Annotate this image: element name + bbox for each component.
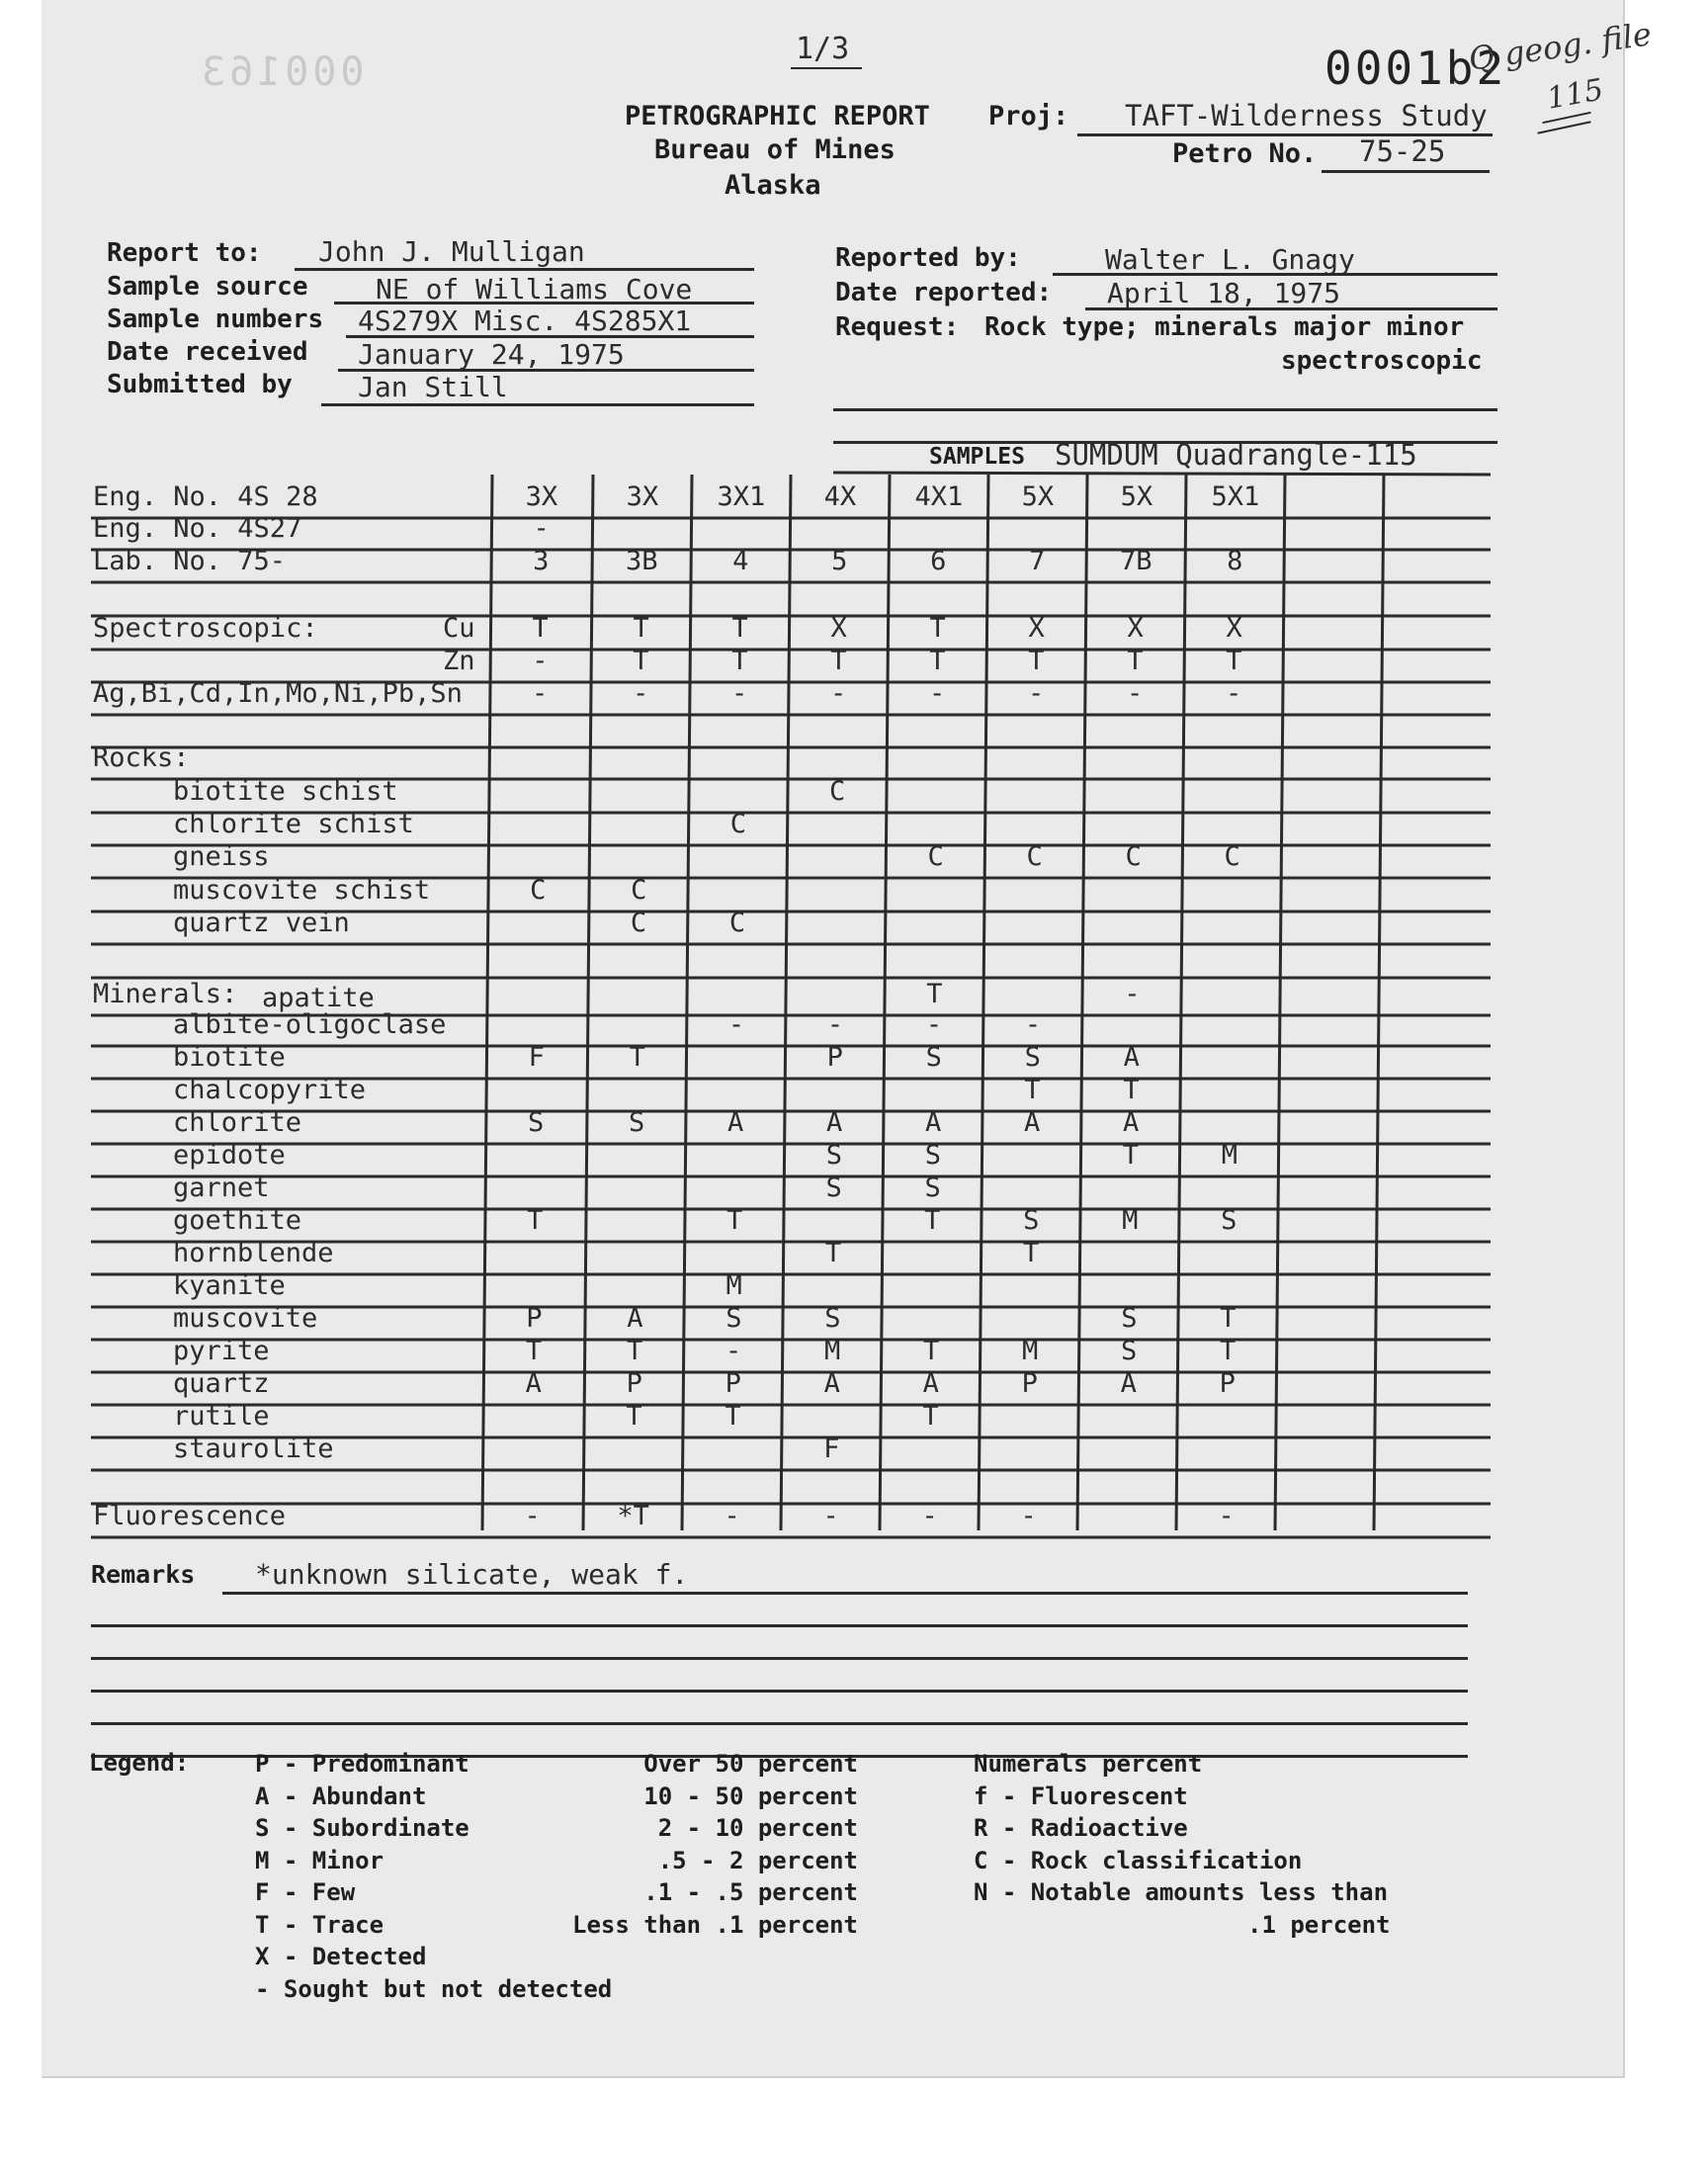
row-label-27: quartz <box>173 1368 270 1399</box>
cell-r22-c6: M <box>1122 1205 1139 1236</box>
cell-r27-c4: A <box>922 1368 939 1399</box>
cell-r26-c1: T <box>626 1336 643 1366</box>
cell-r11-c6: C <box>1125 841 1142 872</box>
cell-r5-c4: T <box>929 646 946 676</box>
legend-code-7: - Sought but not detected <box>255 1974 613 2003</box>
row-label-25: muscovite <box>173 1303 318 1334</box>
legend-note-2: R - Radioactive <box>974 1814 1188 1842</box>
cell-r2-c4: 6 <box>930 546 947 576</box>
legend-range-5: Less than .1 percent <box>572 1910 858 1939</box>
remarks-line-5 <box>91 1722 1468 1725</box>
cell-r10-c2: C <box>729 809 747 839</box>
cell-r25-c3: S <box>824 1303 841 1334</box>
row-inline-15: apatite <box>262 983 375 1013</box>
remarks-line-1 <box>222 1592 1468 1595</box>
cell-r12-c0: C <box>530 875 547 906</box>
document-number: 0001b2 <box>1324 42 1507 95</box>
cell-r19-c4: A <box>925 1107 942 1138</box>
cell-r2-c2: 4 <box>732 546 749 576</box>
legend-range-4: .1 - .5 percent <box>643 1878 858 1906</box>
cell-r2-c0: 3 <box>533 546 550 576</box>
row-label-19: chlorite <box>173 1107 302 1138</box>
sample-source-label: Sample source <box>107 272 308 302</box>
row-label-21: garnet <box>173 1173 270 1203</box>
cell-r0-c3: 4X <box>823 481 857 512</box>
remarks-line-3 <box>91 1657 1468 1660</box>
cell-r6-c2: - <box>730 678 748 709</box>
cell-r5-c2: T <box>731 646 748 676</box>
cell-r4-c0: T <box>532 613 549 644</box>
cell-r0-c1: 3X <box>626 481 659 512</box>
cell-r26-c4: T <box>922 1336 940 1366</box>
cell-r31-c4: - <box>921 1501 938 1531</box>
cell-r24-c2: M <box>726 1270 742 1301</box>
cell-r17-c1: T <box>629 1042 645 1073</box>
cell-r23-c5: T <box>1022 1238 1040 1268</box>
cell-r22-c2: T <box>726 1205 743 1236</box>
cell-r17-c5: S <box>1024 1042 1041 1073</box>
legend-note-0: Numerals percent <box>974 1750 1203 1778</box>
row-label-2: Lab. No. 75- <box>93 546 287 576</box>
row-label-29: staurolite <box>173 1434 334 1464</box>
quadrangle-value: SUMDUM Quadrangle-115 <box>1055 438 1417 472</box>
legend-code-5: T - Trace <box>255 1910 384 1939</box>
cell-r0-c7: 5X1 <box>1211 481 1260 512</box>
cell-r16-c3: - <box>826 1009 844 1040</box>
faded-stamp: 000163 <box>198 49 365 95</box>
cell-r11-c4: C <box>927 841 944 872</box>
remarks-line-2 <box>91 1624 1468 1627</box>
cell-r4-c7: X <box>1226 613 1242 644</box>
cell-r18-c5: T <box>1024 1075 1041 1105</box>
request-line-2: spectroscopic <box>1281 346 1483 376</box>
cell-r6-c1: - <box>632 678 649 709</box>
cell-r27-c1: P <box>626 1368 642 1399</box>
sample-source-value: NE of Williams Cove <box>376 273 693 305</box>
cell-r2-c5: 7 <box>1029 546 1046 576</box>
remarks-text: *unknown silicate, weak f. <box>255 1558 689 1591</box>
cell-r6-c4: - <box>928 678 946 709</box>
cell-r0-c0: 3X <box>525 481 558 512</box>
legend-note-1: f - Fluorescent <box>974 1782 1188 1810</box>
cell-r19-c5: A <box>1024 1107 1041 1138</box>
cell-r25-c0: P <box>526 1303 543 1334</box>
date-received-value: January 24, 1975 <box>358 338 625 371</box>
cell-r27-c5: P <box>1021 1368 1038 1399</box>
row-label-1: Eng. No. 4S27 <box>93 513 302 544</box>
sample-numbers-value: 4S279X Misc. 4S285X1 <box>358 304 692 337</box>
cell-r19-c2: A <box>727 1107 744 1138</box>
row-label-26: pyrite <box>173 1336 270 1366</box>
cell-r4-c5: X <box>1028 613 1045 644</box>
row-label-17: biotite <box>173 1042 286 1073</box>
cell-r27-c3: A <box>823 1368 840 1399</box>
cell-r4-c2: T <box>731 613 748 644</box>
cell-r5-c1: T <box>633 646 649 676</box>
cell-r19-c3: A <box>826 1107 843 1138</box>
cell-r26-c3: M <box>823 1336 841 1366</box>
row-label-12: muscovite schist <box>173 875 431 906</box>
cell-r11-c5: C <box>1026 841 1043 872</box>
legend-range-2: 2 - 10 percent <box>657 1814 858 1842</box>
row-label-18: chalcopyrite <box>173 1075 367 1105</box>
handwritten-number: 115 <box>1544 72 1606 117</box>
cell-r27-c6: A <box>1120 1368 1137 1399</box>
cell-r20-c7: M <box>1221 1140 1238 1171</box>
row-label-4: Spectroscopic: <box>93 613 318 644</box>
cell-r15-c6: - <box>1124 979 1141 1009</box>
cell-r2-c6: 7B <box>1120 546 1153 576</box>
page-marker: 1/3 <box>796 32 850 66</box>
date-received-label: Date received <box>107 337 308 367</box>
cell-r21-c3: S <box>825 1173 842 1203</box>
cell-r4-c6: X <box>1127 613 1144 644</box>
date-reported-value: April 18, 1975 <box>1107 277 1341 309</box>
report-title: PETROGRAPHIC REPORT <box>625 101 930 131</box>
legend-label: Legend: <box>89 1749 190 1777</box>
cell-r19-c0: S <box>528 1107 545 1138</box>
region-name: Alaska <box>725 170 821 201</box>
cell-r31-c7: - <box>1218 1501 1235 1531</box>
row-label-6: Ag,Bi,Cd,In,Mo,Ni,Pb,Sn <box>93 678 463 709</box>
cell-r31-c3: - <box>822 1501 839 1531</box>
cell-r25-c1: A <box>627 1303 643 1334</box>
report-to-value: John J. Mulligan <box>318 235 585 268</box>
request-label: Request: <box>835 312 960 342</box>
cell-r6-c7: - <box>1225 678 1242 709</box>
cell-r5-c0: - <box>532 646 549 676</box>
petro-label: Petro No. <box>1172 138 1318 169</box>
cell-r27-c0: A <box>525 1368 542 1399</box>
row-label-31: Fluorescence <box>93 1501 287 1531</box>
row-label-9: biotite schist <box>173 776 398 807</box>
cell-r12-c1: C <box>631 875 647 906</box>
petro-value: 75-25 <box>1359 134 1446 168</box>
cell-r4-c4: T <box>929 613 946 644</box>
submitted-by-label: Submitted by <box>107 370 293 399</box>
cell-r22-c5: S <box>1023 1205 1040 1236</box>
row-element-5: Zn <box>443 646 475 676</box>
cell-r11-c7: C <box>1224 841 1240 872</box>
cell-r25-c7: T <box>1220 1303 1237 1334</box>
cell-r29-c3: F <box>823 1434 840 1464</box>
cell-r16-c5: - <box>1024 1009 1042 1040</box>
cell-r19-c1: S <box>629 1107 645 1138</box>
cell-r28-c1: T <box>626 1401 642 1432</box>
cell-r6-c0: - <box>531 678 549 709</box>
legend-note-5: .1 percent <box>1247 1910 1391 1939</box>
cell-r31-c2: - <box>724 1501 740 1531</box>
row-label-16: albite-oligoclase <box>173 1009 447 1040</box>
row-label-24: kyanite <box>173 1270 286 1301</box>
remarks-line-4 <box>91 1690 1468 1693</box>
cell-r27-c2: P <box>725 1368 741 1399</box>
cell-r13-c2: C <box>728 908 746 938</box>
legend-range-0: Over 50 percent <box>643 1750 858 1778</box>
proj-label: Proj: <box>988 101 1069 131</box>
cell-r5-c5: T <box>1028 646 1045 676</box>
reported-by-value: Walter L. Gnagy <box>1105 243 1355 276</box>
report-to-label: Report to: <box>107 238 262 268</box>
cell-r5-c7: T <box>1226 646 1242 676</box>
cell-r17-c0: F <box>528 1042 545 1073</box>
row-label-11: gneiss <box>173 841 270 872</box>
cell-r6-c3: - <box>829 678 847 709</box>
row-label-28: rutile <box>173 1401 270 1432</box>
cell-r25-c6: S <box>1121 1303 1138 1334</box>
legend-note-4: N - Notable amounts less than <box>974 1878 1389 1906</box>
cell-r22-c4: T <box>924 1205 941 1236</box>
cell-r20-c3: S <box>825 1140 842 1171</box>
legend-code-0: P - Predominant <box>255 1750 470 1778</box>
cell-r9-c3: C <box>829 776 846 807</box>
cell-r1-c0: - <box>533 513 550 544</box>
cell-r2-c7: 8 <box>1227 546 1243 576</box>
legend-code-1: A - Abundant <box>255 1782 427 1810</box>
legend-code-4: F - Few <box>255 1878 356 1906</box>
cell-r22-c0: T <box>527 1205 544 1236</box>
cell-r19-c6: A <box>1123 1107 1140 1138</box>
cell-r26-c2: - <box>725 1336 742 1366</box>
row-label-13: quartz vein <box>173 908 350 938</box>
cell-r26-c0: T <box>525 1336 543 1366</box>
cell-r28-c2: T <box>725 1401 741 1432</box>
submitted-by-value: Jan Still <box>358 371 508 403</box>
legend-code-6: X - Detected <box>255 1943 427 1970</box>
row-label-0: Eng. No. 4S 28 <box>93 481 318 512</box>
row-label-8: Rocks: <box>93 742 190 773</box>
cell-r18-c6: T <box>1123 1075 1140 1105</box>
cell-r21-c4: S <box>924 1173 941 1203</box>
cell-r17-c6: A <box>1123 1042 1140 1073</box>
cell-r31-c1: *T <box>617 1501 649 1531</box>
row-label-15: Minerals: <box>93 979 238 1009</box>
legend-code-3: M - Minor <box>255 1846 384 1874</box>
cell-r2-c3: 5 <box>831 546 848 576</box>
row-label-10: chlorite schist <box>173 809 414 839</box>
cell-r26-c6: S <box>1120 1336 1138 1366</box>
cell-r17-c4: S <box>925 1042 942 1073</box>
date-reported-label: Date reported: <box>835 278 1053 307</box>
cell-r16-c2: - <box>727 1009 745 1040</box>
cell-r15-c4: T <box>926 979 943 1009</box>
cell-r27-c7: P <box>1219 1368 1236 1399</box>
cell-r4-c3: X <box>830 613 847 644</box>
cell-r28-c4: T <box>922 1401 939 1432</box>
cell-r0-c5: 5X <box>1021 481 1055 512</box>
cell-r31-c0: - <box>524 1501 541 1531</box>
cell-r6-c6: - <box>1126 678 1144 709</box>
cell-r23-c3: T <box>824 1238 842 1268</box>
reported-by-label: Reported by: <box>835 243 1021 273</box>
cell-r22-c7: S <box>1221 1205 1238 1236</box>
cell-r26-c7: T <box>1219 1336 1237 1366</box>
cell-r4-c1: T <box>633 613 649 644</box>
cell-r13-c1: C <box>630 908 647 938</box>
row-element-4: Cu <box>443 613 475 644</box>
samples-label: SAMPLES <box>929 444 1025 470</box>
request-line-1: Rock type; minerals major minor <box>984 312 1465 342</box>
cell-r31-c5: - <box>1020 1501 1037 1531</box>
cell-r20-c6: T <box>1122 1140 1139 1171</box>
legend-range-3: .5 - 2 percent <box>657 1846 858 1874</box>
row-label-22: goethite <box>173 1205 302 1236</box>
org-name: Bureau of Mines <box>654 134 896 165</box>
legend-range-1: 10 - 50 percent <box>643 1782 858 1810</box>
cell-r5-c6: T <box>1127 646 1144 676</box>
sample-numbers-label: Sample numbers <box>107 304 324 334</box>
row-label-23: hornblende <box>173 1238 334 1268</box>
cell-r5-c3: T <box>830 646 847 676</box>
cell-r0-c6: 5X <box>1120 481 1153 512</box>
legend-note-3: C - Rock classification <box>974 1846 1303 1874</box>
cell-r16-c4: - <box>925 1009 943 1040</box>
cell-r20-c4: S <box>924 1140 941 1171</box>
cell-r0-c2: 3X1 <box>717 481 766 512</box>
cell-r0-c4: 4X1 <box>914 481 964 512</box>
handwritten-note: Q geog. file <box>1466 15 1655 78</box>
proj-value: TAFT-Wilderness Study <box>1125 99 1488 132</box>
row-label-20: epidote <box>173 1140 286 1171</box>
cell-r17-c3: P <box>826 1042 843 1073</box>
cell-r2-c1: 3B <box>626 546 658 576</box>
cell-r25-c2: S <box>726 1303 742 1334</box>
cell-r6-c5: - <box>1027 678 1045 709</box>
cell-r26-c5: M <box>1021 1336 1039 1366</box>
remarks-label: Remarks <box>91 1560 196 1589</box>
legend-code-2: S - Subordinate <box>255 1814 470 1842</box>
